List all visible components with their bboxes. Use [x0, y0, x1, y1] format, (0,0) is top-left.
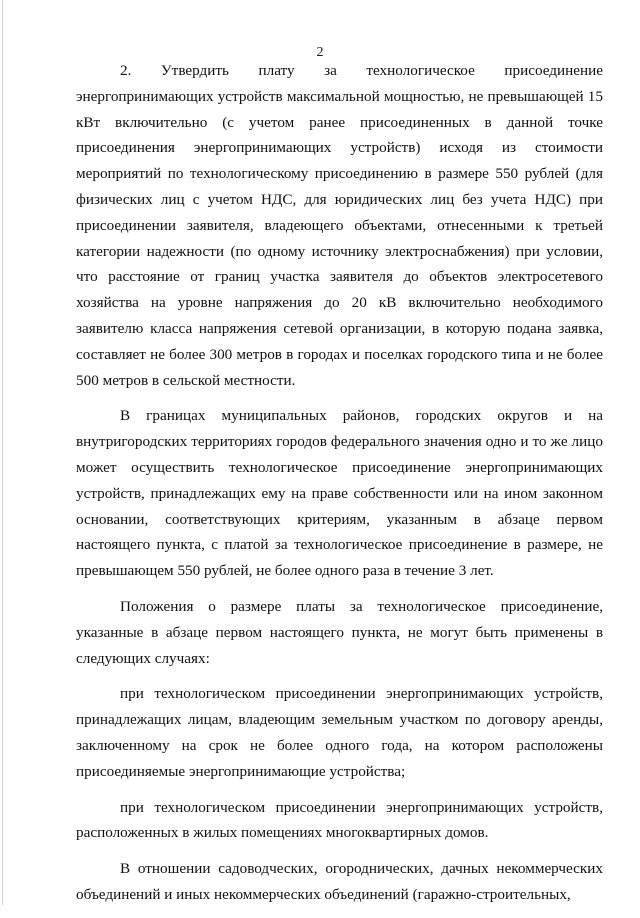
paragraph-exception-lease: при технологическом присоединении энергопринимающих устройств, принадлежащих лицам, владеющим земельным участком по договору аренды, заключенному на срок не более одного года, на котором расположены присоединяемые энергопринимающие устройства; — [76, 685, 603, 780]
paragraph-nonprofit-associations: В отношении садоводческих, огороднических, дачных некоммерческих объединений и иных некоммерческих объединений (гаражно-строительных, — [76, 860, 603, 903]
paragraph-fee-approval: 2. Утвердить плату за технологическое присоединение энергопринимающих устройств максимальной мощностью, не превышающей 15 кВт включительно (с учетом ранее присоединенных в данной точке присоединения энергопринимающих устройств) исходя из стоимости мероприятий по технологическому присоединению в размере 550 рублей (для физических лиц с учетом НДС, для юридических лиц без учета НДС) при присоединении заявителя, владеющего объектами, отнесенными к третьей категории надежности (по одному источнику электроснабжения) при условии, что расстояние от границ участка заявителя до объектов электросетевого хозяйства на уровне напряжения до 20 кВ включительно необходимого заявителю класса напряжения сетевой организации, в которую подана заявка, составляет не более 300 метров в городах и поселках городского типа и не более 500 метров в сельской местности. — [76, 62, 603, 389]
paragraph-one-time-limit: В границах муниципальных районов, городских округов и на внутригородских территориях городов федерального значения одно и то же лицо может осуществить технологическое присоединение энергопринимающих устройств, принадлежащих ему на праве собственности или на ином законном основании, соответствующих критериям, указанным в абзаце первом настоящего пункта, с платой за технологическое присоединение в размере, не превышающем 550 рублей, не более одного раза в течение 3 лет. — [76, 407, 603, 580]
paragraph-exceptions-intro: Положения о размере платы за технологическое присоединение, указанные в абзаце первом настоящего пункта, не могут быть применены в следующих случаях: — [76, 597, 603, 667]
page-number: 2 — [316, 45, 324, 60]
paragraph-exception-apartments: при технологическом присоединении энергопринимающих устройств, расположенных в жилых помещениях многоквартирных домов. — [76, 798, 603, 842]
document-body — [76, 58, 603, 918]
scan-edge-line — [2, 0, 3, 905]
